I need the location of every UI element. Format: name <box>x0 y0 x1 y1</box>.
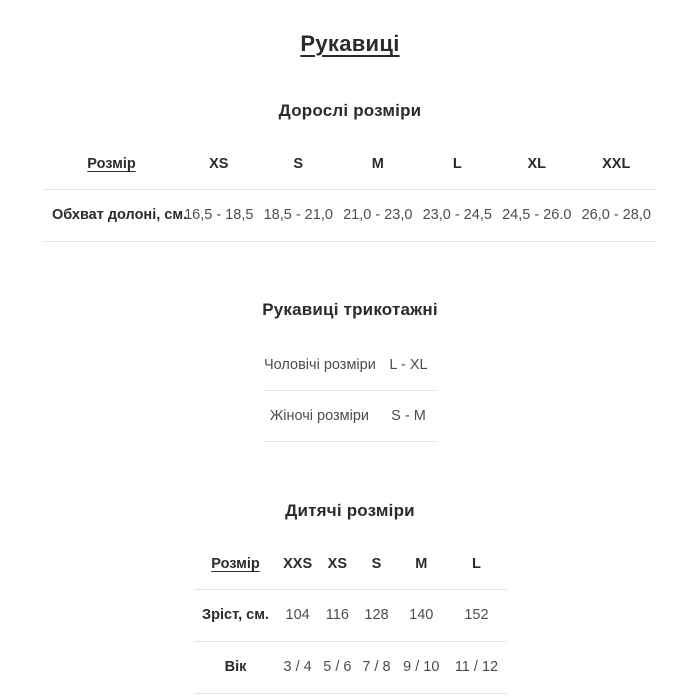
adult-sizes-heading: Дорослі розміри <box>278 101 422 120</box>
age-l: 11 / 12 <box>446 642 506 694</box>
palm-girth-xxl: 26,0 - 28,0 <box>577 190 657 242</box>
knitted-row-women-label: Жіночі розміри <box>264 391 381 442</box>
column-header-l: L <box>418 156 498 190</box>
kids-column-header-size-label: Розмір <box>211 556 260 572</box>
height-xxs: 104 <box>278 590 318 642</box>
section-adult-sizes <box>0 101 700 242</box>
knitted-row-women-value: S - M <box>381 391 436 442</box>
column-header-size-label: Розмір <box>87 156 136 172</box>
age-m: 9 / 10 <box>396 642 446 694</box>
column-header-s: S <box>259 156 339 190</box>
kids-column-header-l: L <box>446 556 506 590</box>
column-header-xxl: XXL <box>577 156 657 190</box>
age-xs: 5 / 6 <box>318 642 357 694</box>
kids-column-header-xs: XS <box>318 556 357 590</box>
height-s: 128 <box>357 590 396 642</box>
knitted-row-men <box>264 340 436 391</box>
column-header-xl: XL <box>497 156 577 190</box>
adult-table-row-palm-girth <box>44 190 656 242</box>
kids-column-header-m: M <box>396 556 446 590</box>
palm-girth-l: 23,0 - 24,5 <box>418 190 498 242</box>
knitted-row-women <box>264 391 436 442</box>
kids-column-header-xxs: XXS <box>278 556 318 590</box>
kids-table-row-height <box>194 590 507 642</box>
knitted-gloves-table <box>264 340 436 442</box>
palm-girth-xs: 16,5 - 18,5 <box>179 190 259 242</box>
palm-girth-m: 21,0 - 23,0 <box>338 190 418 242</box>
column-header-m: M <box>338 156 418 190</box>
section-knitted-gloves <box>0 300 700 442</box>
row-label-height: Зріст, см. <box>194 590 278 642</box>
palm-girth-xl: 24,5 - 26.0 <box>497 190 577 242</box>
height-m: 140 <box>396 590 446 642</box>
knitted-gloves-heading: Рукавиці трикотажні <box>262 300 438 319</box>
row-label-palm-girth: Обхват долоні, см. <box>44 190 179 242</box>
kids-column-header-size <box>194 556 278 590</box>
adult-table-header-row <box>44 156 656 190</box>
row-label-age: Вік <box>194 642 278 694</box>
age-xxs: 3 / 4 <box>278 642 318 694</box>
palm-girth-s: 18,5 - 21,0 <box>259 190 339 242</box>
age-s: 7 / 8 <box>357 642 396 694</box>
kids-column-header-s: S <box>357 556 396 590</box>
kids-sizes-table <box>194 556 507 694</box>
kids-table-header-row <box>194 556 507 590</box>
height-l: 152 <box>446 590 506 642</box>
column-header-xs: XS <box>179 156 259 190</box>
knitted-row-men-value: L - XL <box>381 340 436 391</box>
adult-sizes-table <box>44 156 656 242</box>
knitted-row-men-label: Чоловічі розміри <box>264 340 381 391</box>
section-kids-sizes <box>0 501 700 694</box>
page-title: Рукавиці <box>300 31 400 56</box>
kids-sizes-heading: Дитячі розміри <box>285 501 415 520</box>
column-header-size <box>44 156 179 190</box>
kids-table-row-age <box>194 642 507 694</box>
height-xs: 116 <box>318 590 357 642</box>
